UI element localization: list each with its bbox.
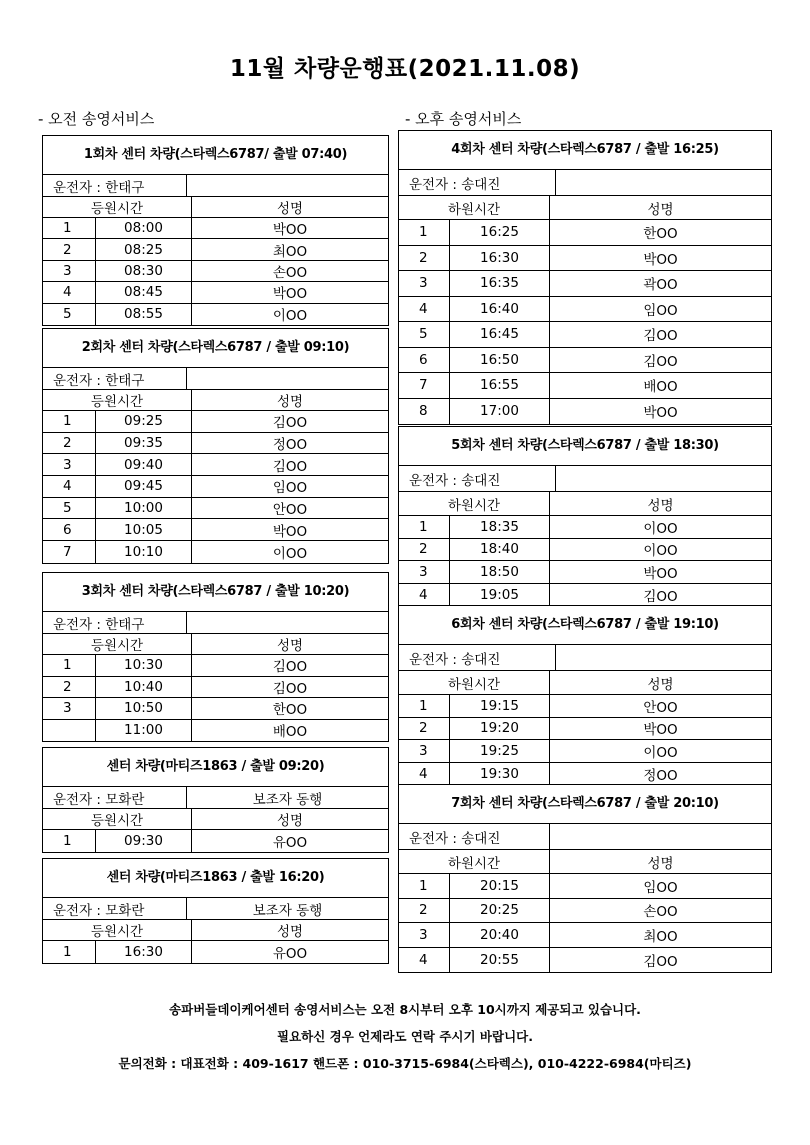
row-number: 4 — [419, 586, 428, 603]
row-time: 20:15 — [449, 874, 549, 898]
row-name: 유OO — [191, 830, 388, 852]
row-number: 1 — [63, 413, 72, 430]
row-number: 1 — [419, 224, 428, 241]
table-row — [43, 498, 388, 520]
row-name: 이OO — [191, 304, 388, 325]
row-time: 19:15 — [449, 695, 549, 717]
assistant-note: 보조자 동행 — [186, 898, 388, 919]
trip-table — [42, 747, 389, 853]
time-column-header: 등원시간 — [90, 394, 144, 410]
trip-header: 센터 차량(마티즈1863 / 출발 09:20) — [43, 748, 388, 787]
name-column-header: 성명 — [191, 634, 388, 654]
row-number: 2 — [63, 435, 72, 452]
driver-name: 운전자 : 한태구 — [53, 179, 145, 196]
row-time: 18:40 — [449, 539, 549, 561]
assistant-note — [186, 612, 388, 633]
row-number: 5 — [63, 500, 72, 517]
table-row — [399, 271, 771, 297]
row-time: 16:25 — [449, 220, 549, 245]
trip-header: 5회차 센터 차량(스타렉스6787 / 출발 18:30) — [399, 427, 771, 466]
footer-contact-request: 필요하신 경우 언제라도 연락 주시기 바랍니다. — [277, 1029, 533, 1044]
row-number: 1 — [419, 518, 428, 535]
row-name: 박OO — [549, 399, 771, 425]
table-row — [43, 476, 388, 498]
assistant-note — [555, 170, 771, 195]
row-time: 19:25 — [449, 740, 549, 762]
row-number: 3 — [419, 563, 428, 580]
row-time: 20:25 — [449, 899, 549, 923]
row-number: 4 — [63, 284, 72, 301]
row-name: 임OO — [549, 874, 771, 898]
driver-row — [399, 170, 771, 196]
table-row — [43, 655, 388, 677]
driver-name: 운전자 : 한태구 — [53, 616, 145, 633]
row-name: 최OO — [191, 239, 388, 259]
table-row — [43, 411, 388, 433]
table-row — [399, 373, 771, 399]
row-name: 임OO — [191, 476, 388, 497]
row-name: 최OO — [549, 923, 771, 947]
table-row — [399, 322, 771, 348]
trip-table — [398, 130, 772, 425]
row-number: 1 — [63, 657, 72, 674]
time-column-header: 등원시간 — [90, 924, 144, 940]
name-column-header: 성명 — [191, 390, 388, 410]
row-time: 08:00 — [95, 218, 191, 238]
trip-header: 2회차 센터 차량(스타렉스6787 / 출발 09:10) — [43, 329, 388, 368]
table-row — [399, 561, 771, 584]
row-time: 09:35 — [95, 433, 191, 454]
table-row — [43, 830, 388, 852]
table-row — [399, 695, 771, 718]
name-column-header: 성명 — [549, 671, 771, 694]
row-time: 16:40 — [449, 297, 549, 322]
name-column-header: 성명 — [191, 920, 388, 940]
time-column-header: 하원시간 — [447, 201, 501, 218]
row-time: 16:45 — [449, 322, 549, 347]
table-row — [43, 698, 388, 720]
table-row — [43, 941, 388, 963]
footer-service-hours: 송파버들데이케어센터 송영서비스는 오전 8시부터 오후 10시까지 제공되고 있습니다. — [169, 1002, 641, 1017]
name-column-header: 성명 — [549, 850, 771, 873]
trip-header: 6회차 센터 차량(스타렉스6787 / 출발 19:10) — [399, 606, 771, 645]
row-name: 박OO — [549, 561, 771, 583]
row-name: 정OO — [191, 433, 388, 454]
table-row — [43, 239, 388, 260]
row-time: 16:50 — [449, 348, 549, 373]
row-name: 유OO — [191, 941, 388, 963]
table-row — [43, 282, 388, 303]
row-name: 박OO — [549, 718, 771, 740]
row-name: 김OO — [191, 655, 388, 676]
assistant-note — [186, 175, 388, 196]
row-number — [43, 720, 95, 742]
table-row — [43, 433, 388, 455]
time-column-header: 하원시간 — [447, 676, 501, 693]
row-number: 1 — [419, 697, 428, 714]
row-number: 1 — [419, 877, 428, 894]
row-number: 3 — [63, 456, 72, 473]
assistant-note — [555, 466, 771, 491]
trip-header: 센터 차량(마티즈1863 / 출발 16:20) — [43, 859, 388, 898]
column-header-row — [399, 850, 771, 874]
row-name: 이OO — [549, 516, 771, 538]
driver-name: 운전자 : 송대진 — [409, 472, 501, 489]
page-title: 11월 차량운행표(2021.11.08) — [229, 56, 581, 82]
table-row — [43, 677, 388, 699]
row-time: 19:30 — [449, 763, 549, 786]
row-name: 이OO — [549, 539, 771, 561]
row-time: 17:00 — [449, 399, 549, 425]
driver-name: 운전자 : 송대진 — [409, 830, 501, 847]
row-number: 4 — [419, 300, 428, 317]
row-name: 손OO — [191, 261, 388, 281]
column-header-row — [399, 492, 771, 516]
table-row — [43, 304, 388, 325]
row-name: 이OO — [549, 740, 771, 762]
row-number: 2 — [419, 720, 428, 737]
row-time: 08:30 — [95, 261, 191, 281]
table-row — [43, 454, 388, 476]
row-number: 5 — [419, 326, 428, 343]
trip-table — [398, 605, 772, 786]
column-header-row — [43, 809, 388, 830]
row-time: 18:50 — [449, 561, 549, 583]
row-number: 2 — [419, 249, 428, 266]
row-number: 4 — [419, 951, 428, 968]
row-number: 3 — [63, 262, 72, 279]
trip-table — [42, 328, 389, 564]
name-column-header: 성명 — [549, 196, 771, 219]
row-time: 10:05 — [95, 519, 191, 540]
column-header-row — [43, 390, 388, 411]
row-name: 박OO — [191, 218, 388, 238]
time-column-header: 등원시간 — [90, 201, 144, 217]
row-number: 3 — [419, 742, 428, 759]
trip-header: 4회차 센터 차량(스타렉스6787 / 출발 16:25) — [399, 131, 771, 170]
table-row — [399, 923, 771, 948]
row-name: 한OO — [191, 698, 388, 719]
row-time: 09:30 — [95, 830, 191, 852]
assistant-note — [186, 368, 388, 389]
row-name: 김OO — [191, 411, 388, 432]
table-row — [43, 519, 388, 541]
table-row — [399, 948, 771, 973]
column-header-row — [43, 920, 388, 941]
row-number: 1 — [63, 944, 72, 960]
column-header-row — [43, 197, 388, 218]
row-time: 16:35 — [449, 271, 549, 296]
driver-row — [399, 645, 771, 671]
row-name: 한OO — [549, 220, 771, 245]
driver-name: 운전자 : 송대진 — [409, 176, 501, 193]
name-column-header: 성명 — [191, 809, 388, 829]
name-column-header: 성명 — [549, 492, 771, 515]
trip-header: 7회차 센터 차량(스타렉스6787 / 출발 20:10) — [399, 785, 771, 824]
row-name: 배OO — [191, 720, 388, 742]
table-row — [399, 874, 771, 899]
row-time: 08:25 — [95, 239, 191, 259]
table-row — [399, 539, 771, 562]
row-time: 11:00 — [95, 720, 191, 742]
row-number: 4 — [63, 478, 72, 495]
column-header-row — [399, 196, 771, 220]
row-time: 09:40 — [95, 454, 191, 475]
row-time: 09:45 — [95, 476, 191, 497]
row-number: 3 — [419, 926, 428, 943]
row-name: 안OO — [191, 498, 388, 519]
trip-table — [398, 426, 772, 607]
row-name: 안OO — [549, 695, 771, 717]
table-row — [43, 541, 388, 563]
row-name: 정OO — [549, 763, 771, 786]
trip-table — [42, 858, 389, 964]
table-row — [43, 218, 388, 239]
row-number: 3 — [419, 275, 428, 292]
row-name: 손OO — [549, 899, 771, 923]
table-row — [43, 261, 388, 282]
row-time: 16:30 — [449, 246, 549, 271]
row-number: 2 — [419, 902, 428, 919]
row-time: 10:30 — [95, 655, 191, 676]
time-column-header: 하원시간 — [447, 497, 501, 514]
row-time: 19:05 — [449, 584, 549, 607]
row-time: 16:55 — [449, 373, 549, 398]
table-row — [399, 348, 771, 374]
row-time: 08:55 — [95, 304, 191, 325]
driver-row — [399, 824, 771, 850]
row-name: 이OO — [191, 541, 388, 563]
table-row — [399, 220, 771, 246]
row-time: 10:00 — [95, 498, 191, 519]
row-time: 20:55 — [449, 948, 549, 973]
row-time: 10:50 — [95, 698, 191, 719]
am-section-label: - 오전 송영서비스 — [38, 110, 155, 128]
row-name: 김OO — [549, 322, 771, 347]
row-number: 4 — [419, 765, 428, 782]
row-name: 배OO — [549, 373, 771, 398]
trip-table — [398, 784, 772, 973]
table-row — [399, 246, 771, 272]
row-name: 박OO — [191, 282, 388, 302]
assistant-note: 보조자 동행 — [186, 787, 388, 808]
row-number: 7 — [63, 543, 72, 560]
column-header-row — [399, 671, 771, 695]
trip-table — [42, 135, 389, 326]
row-number: 5 — [63, 306, 72, 323]
time-column-header: 등원시간 — [90, 813, 144, 829]
pm-section-label: - 오후 송영서비스 — [405, 110, 522, 128]
row-number: 7 — [419, 377, 428, 394]
row-time: 18:35 — [449, 516, 549, 538]
row-name: 김OO — [549, 348, 771, 373]
table-row — [399, 297, 771, 323]
row-number: 6 — [63, 521, 72, 538]
row-name: 김OO — [191, 677, 388, 698]
row-name: 박OO — [191, 519, 388, 540]
trip-table — [42, 572, 389, 742]
table-row — [399, 718, 771, 741]
driver-row — [43, 368, 388, 390]
driver-name: 운전자 : 송대진 — [409, 651, 501, 668]
time-column-header: 하원시간 — [447, 855, 501, 872]
name-column-header: 성명 — [191, 197, 388, 217]
row-number: 8 — [419, 403, 428, 420]
table-row — [399, 516, 771, 539]
table-row — [43, 720, 388, 742]
row-name: 박OO — [549, 246, 771, 271]
table-row — [399, 584, 771, 607]
row-number: 1 — [63, 220, 72, 237]
row-number: 2 — [63, 678, 72, 695]
table-row — [399, 899, 771, 924]
row-time: 10:10 — [95, 541, 191, 563]
row-time: 19:20 — [449, 718, 549, 740]
time-column-header: 등원시간 — [90, 638, 144, 654]
row-number: 3 — [63, 700, 72, 717]
row-time: 20:40 — [449, 923, 549, 947]
row-time: 08:45 — [95, 282, 191, 302]
row-number: 1 — [63, 833, 72, 849]
trip-header: 1회차 센터 차량(스타렉스6787/ 출발 07:40) — [43, 136, 388, 175]
row-name: 김OO — [549, 584, 771, 607]
row-name: 곽OO — [549, 271, 771, 296]
driver-name: 운전자 : 모화란 — [53, 902, 145, 919]
table-row — [399, 740, 771, 763]
row-name: 김OO — [191, 454, 388, 475]
driver-row — [399, 466, 771, 492]
row-time: 10:40 — [95, 677, 191, 698]
row-number: 2 — [63, 241, 72, 258]
trip-header: 3회차 센터 차량(스타렉스6787 / 출발 10:20) — [43, 573, 388, 612]
row-time: 09:25 — [95, 411, 191, 432]
column-header-row — [43, 634, 388, 655]
row-number: 6 — [419, 351, 428, 368]
assistant-note — [555, 645, 771, 670]
assistant-note — [549, 824, 771, 849]
driver-row — [43, 175, 388, 197]
footer-phone-numbers: 문의전화 : 대표전화 : 409-1617 핸드폰 : 010-3715-6984(스타렉스), 010-4222-6984(마티즈) — [118, 1056, 692, 1071]
row-name: 임OO — [549, 297, 771, 322]
driver-name: 운전자 : 한태구 — [53, 372, 145, 389]
table-row — [399, 763, 771, 786]
row-name: 김OO — [549, 948, 771, 973]
row-time: 16:30 — [95, 941, 191, 963]
table-row — [399, 399, 771, 425]
driver-row — [43, 612, 388, 634]
driver-row — [43, 898, 388, 920]
row-number: 2 — [419, 541, 428, 558]
driver-name: 운전자 : 모화란 — [53, 791, 145, 808]
driver-row — [43, 787, 388, 809]
